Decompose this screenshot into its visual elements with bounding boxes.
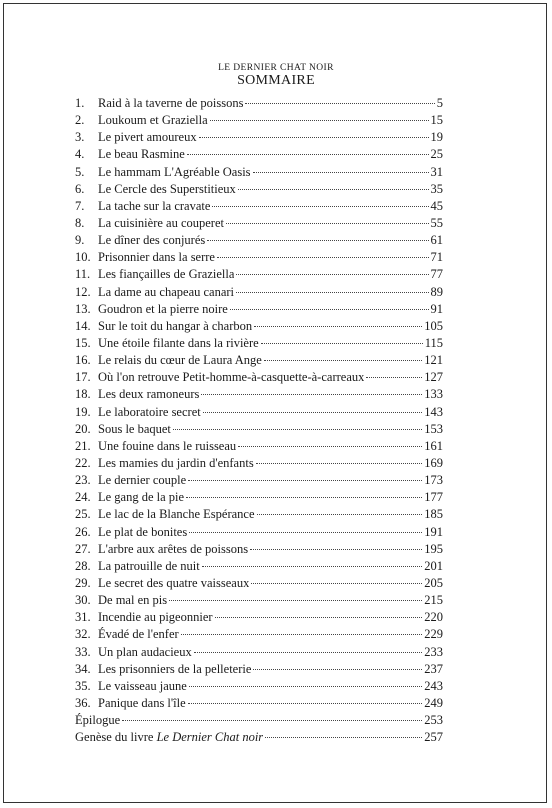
toc-entry-number: 36. bbox=[75, 695, 91, 710]
toc-entry bbox=[75, 506, 443, 523]
dot-leader bbox=[212, 206, 428, 207]
toc-entry-title-text: La patrouille de nuit bbox=[98, 558, 200, 573]
dot-leader bbox=[265, 737, 422, 738]
toc-entry-title-text: Le pivert amoureux bbox=[98, 130, 197, 145]
toc-entry-title-text: Où l'on retrouve Petit-homme-à-casquette-à-carreaux bbox=[98, 370, 365, 385]
toc-entry-title-text: Sous le baquet bbox=[98, 421, 171, 436]
dot-leader bbox=[250, 549, 422, 550]
toc-entry bbox=[75, 661, 443, 678]
dot-leader bbox=[203, 412, 423, 413]
toc-entry-page: 61 bbox=[430, 233, 443, 248]
toc-entry-page: 77 bbox=[430, 267, 443, 282]
toc-entry-page: 153 bbox=[424, 421, 443, 436]
toc-entry-number: 19. bbox=[75, 404, 91, 419]
toc-entry bbox=[75, 369, 443, 386]
toc-entry-page: 195 bbox=[424, 541, 443, 556]
toc-entry-number: 17. bbox=[75, 370, 91, 385]
toc-entry bbox=[75, 609, 443, 626]
toc-entry-title bbox=[98, 558, 200, 575]
toc-entry-page: 161 bbox=[424, 438, 443, 453]
toc-entry bbox=[75, 249, 443, 266]
toc-entry-title bbox=[98, 249, 215, 266]
toc-entry-page: 121 bbox=[424, 353, 443, 368]
toc-entry-title-text: Le dernier couple bbox=[98, 473, 187, 488]
toc-entry-title bbox=[98, 575, 249, 592]
toc-entry-page: 233 bbox=[424, 644, 443, 659]
toc-entry-title bbox=[98, 335, 259, 352]
toc-entry-number: 33. bbox=[75, 644, 91, 659]
toc-entry-title-text: Un plan audacieux bbox=[98, 644, 192, 659]
toc-entry-page: 5 bbox=[436, 96, 443, 110]
toc-entry bbox=[75, 335, 443, 352]
toc-entry-title-text: Le secret des quatre vaisseaux bbox=[98, 575, 250, 590]
dot-leader bbox=[181, 634, 423, 635]
toc-entry bbox=[75, 95, 443, 112]
dot-leader bbox=[245, 103, 434, 104]
toc-entry-number: 5. bbox=[75, 164, 85, 179]
dot-leader bbox=[230, 309, 429, 310]
toc-entry-number: 24. bbox=[75, 490, 91, 505]
toc-entry-title bbox=[98, 695, 186, 712]
toc-entry-number: 4. bbox=[75, 147, 85, 162]
dot-leader bbox=[122, 720, 422, 721]
dot-leader bbox=[189, 532, 422, 533]
toc-entry-title bbox=[75, 729, 263, 746]
toc-entry-title bbox=[98, 609, 213, 626]
toc-entry-page: 243 bbox=[424, 678, 443, 693]
toc-entry bbox=[75, 489, 443, 506]
toc-entry bbox=[75, 421, 443, 438]
dot-leader bbox=[210, 120, 429, 121]
dot-leader bbox=[238, 189, 429, 190]
table-of-contents bbox=[75, 95, 443, 746]
toc-entry-number: 8. bbox=[75, 215, 85, 230]
dot-leader bbox=[194, 652, 423, 653]
toc-entry-number: 3. bbox=[75, 130, 85, 145]
toc-entry-title bbox=[98, 146, 185, 163]
toc-entry-page: 177 bbox=[424, 490, 443, 505]
toc-entry-title bbox=[98, 284, 234, 301]
book-title: LE DERNIER CHAT NOIR bbox=[218, 63, 334, 73]
toc-entry-title-text: Incendie au pigeonnier bbox=[98, 610, 213, 625]
toc-entry-number: 13. bbox=[75, 301, 91, 316]
toc-entry-number: 29. bbox=[75, 575, 91, 590]
toc-entry-title bbox=[98, 95, 243, 112]
dot-leader bbox=[251, 583, 422, 584]
toc-entry-number: 25. bbox=[75, 507, 91, 522]
toc-entry-title-text: Le dîner des conjurés bbox=[98, 233, 206, 248]
toc-entry-title-italic: Le Dernier Chat noir bbox=[156, 730, 264, 745]
toc-entry bbox=[75, 558, 443, 575]
toc-entry-title-text: Le Cercle des Superstitieux bbox=[98, 181, 236, 196]
toc-entry bbox=[75, 404, 443, 421]
toc-entry-page: 25 bbox=[430, 147, 443, 162]
toc-entry bbox=[75, 695, 443, 712]
toc-entry-title-text: Le hammam L'Agréable Oasis bbox=[98, 164, 251, 179]
toc-entry-page: 105 bbox=[424, 318, 443, 333]
dot-leader bbox=[188, 480, 422, 481]
dot-leader bbox=[366, 377, 422, 378]
toc-entry-number: 30. bbox=[75, 593, 91, 608]
dot-leader bbox=[261, 343, 423, 344]
toc-entry bbox=[75, 455, 443, 472]
dot-leader bbox=[207, 240, 428, 241]
dot-leader bbox=[253, 172, 429, 173]
toc-entry bbox=[75, 712, 443, 729]
toc-entry-number: 20. bbox=[75, 421, 91, 436]
toc-entry-page: 229 bbox=[424, 627, 443, 642]
toc-entry-number: 21. bbox=[75, 438, 91, 453]
toc-entry-title bbox=[98, 455, 254, 472]
toc-entry bbox=[75, 592, 443, 609]
toc-entry-title bbox=[98, 386, 199, 403]
toc-entry bbox=[75, 129, 443, 146]
toc-entry-number: 9. bbox=[75, 233, 85, 248]
toc-entry-title bbox=[98, 198, 210, 215]
toc-entry bbox=[75, 318, 443, 335]
toc-entry-title bbox=[98, 506, 255, 523]
toc-entry-number: 2. bbox=[75, 113, 85, 128]
toc-entry-title-text: Le gang de la pie bbox=[98, 490, 185, 505]
toc-entry bbox=[75, 352, 443, 369]
toc-entry bbox=[75, 626, 443, 643]
toc-entry bbox=[75, 112, 443, 129]
toc-entry-title bbox=[98, 661, 251, 678]
toc-entry bbox=[75, 524, 443, 541]
toc-entry-page: 89 bbox=[430, 284, 443, 299]
dot-leader bbox=[256, 463, 423, 464]
dot-leader bbox=[169, 600, 422, 601]
toc-entry-title-text: Évadé de l'enfer bbox=[98, 627, 179, 642]
toc-entry-number: 12. bbox=[75, 284, 91, 299]
toc-entry-title bbox=[98, 318, 252, 335]
toc-entry bbox=[75, 284, 443, 301]
dot-leader bbox=[201, 394, 422, 395]
toc-entry-title-text: Loukoum et Graziella bbox=[98, 113, 208, 128]
toc-entry-title bbox=[98, 215, 224, 232]
toc-entry-title-text: Le laboratoire secret bbox=[98, 404, 201, 419]
toc-entry-title-text: La tache sur la cravate bbox=[98, 198, 211, 213]
toc-entry-page: 91 bbox=[430, 301, 443, 316]
dot-leader bbox=[236, 274, 428, 275]
dot-leader bbox=[238, 446, 422, 447]
toc-entry-number: 26. bbox=[75, 524, 91, 539]
toc-entry-title-text: Goudron et la pierre noire bbox=[98, 301, 228, 316]
toc-entry-title-text: Une étoile filante dans la rivière bbox=[98, 335, 259, 350]
toc-entry-title bbox=[98, 404, 201, 421]
toc-entry-title bbox=[98, 352, 262, 369]
toc-entry-title bbox=[98, 164, 251, 181]
toc-entry-number: 23. bbox=[75, 473, 91, 488]
toc-entry-number: 28. bbox=[75, 558, 91, 573]
toc-entry-page: 253 bbox=[424, 713, 443, 728]
toc-entry-title-text: Les prisonniers de la pelleterie bbox=[98, 661, 252, 676]
toc-entry-number: 22. bbox=[75, 455, 91, 470]
toc-entry-title bbox=[98, 489, 184, 506]
toc-entry bbox=[75, 215, 443, 232]
toc-entry-title bbox=[98, 129, 197, 146]
toc-entry-number: 35. bbox=[75, 678, 91, 693]
toc-entry-number: 15. bbox=[75, 335, 91, 350]
toc-entry-title bbox=[98, 438, 236, 455]
toc-entry-page: 15 bbox=[430, 113, 443, 128]
toc-entry-page: 237 bbox=[424, 661, 443, 676]
toc-entry-number: 10. bbox=[75, 250, 91, 265]
toc-entry-title-text: Le plat de bonites bbox=[98, 524, 188, 539]
toc-entry-number: 1. bbox=[75, 96, 85, 110]
toc-entry-number: 16. bbox=[75, 353, 91, 368]
toc-entry-page: 169 bbox=[424, 455, 443, 470]
dot-leader bbox=[236, 292, 428, 293]
dot-leader bbox=[257, 514, 423, 515]
toc-entry bbox=[75, 541, 443, 558]
toc-entry-title-text: De mal en pis bbox=[98, 593, 168, 608]
toc-entry-page: 45 bbox=[430, 198, 443, 213]
dot-leader bbox=[173, 429, 422, 430]
toc-entry-page: 19 bbox=[430, 130, 443, 145]
toc-entry-title-text: Le lac de la Blanche Espérance bbox=[98, 507, 255, 522]
toc-entry-number: 14. bbox=[75, 318, 91, 333]
toc-entry bbox=[75, 678, 443, 695]
dot-leader bbox=[187, 154, 429, 155]
toc-entry bbox=[75, 301, 443, 318]
toc-entry-page: 191 bbox=[424, 524, 443, 539]
toc-entry bbox=[75, 472, 443, 489]
toc-entry-title-text: La dame au chapeau canari bbox=[98, 284, 235, 299]
toc-entry-title-text: Prisonnier dans la serre bbox=[98, 250, 215, 265]
toc-entry-page: 185 bbox=[424, 507, 443, 522]
toc-entry bbox=[75, 575, 443, 592]
toc-entry-number: 18. bbox=[75, 387, 91, 402]
toc-entry-page: 71 bbox=[430, 250, 443, 265]
toc-entry-title-text: L'arbre aux arêtes de poissons bbox=[98, 541, 249, 556]
toc-entry-title-text: Épilogue bbox=[75, 713, 121, 728]
toc-entry-title bbox=[98, 678, 187, 695]
toc-entry-number: 11. bbox=[75, 267, 91, 282]
dot-leader bbox=[202, 566, 423, 567]
toc-entry-title bbox=[98, 626, 179, 643]
toc-entry bbox=[75, 438, 443, 455]
toc-entry-page: 257 bbox=[424, 730, 443, 745]
toc-entry-title bbox=[98, 472, 186, 489]
toc-entry bbox=[75, 729, 443, 746]
toc-entry-page: 133 bbox=[424, 387, 443, 402]
dot-leader bbox=[264, 360, 422, 361]
dot-leader bbox=[199, 137, 429, 138]
toc-entry-title-text: Genèse du livre bbox=[75, 730, 157, 745]
dot-leader bbox=[188, 703, 423, 704]
toc-entry-number: 34. bbox=[75, 661, 91, 676]
toc-entry-title-text: Les fiançailles de Graziella bbox=[98, 267, 235, 282]
toc-entry-page: 143 bbox=[424, 404, 443, 419]
toc-entry bbox=[75, 266, 443, 283]
toc-entry-number: 31. bbox=[75, 610, 91, 625]
toc-entry-title-text: Les mamies du jardin d'enfants bbox=[98, 455, 254, 470]
toc-entry-number: 27. bbox=[75, 541, 91, 556]
toc-heading: SOMMAIRE bbox=[237, 73, 315, 88]
toc-entry-page: 220 bbox=[424, 610, 443, 625]
toc-entry-title bbox=[98, 301, 228, 318]
toc-entry-title bbox=[98, 232, 205, 249]
toc-entry-page: 55 bbox=[430, 215, 443, 230]
toc-entry bbox=[75, 164, 443, 181]
toc-entry-title bbox=[98, 524, 187, 541]
toc-entry-number: 6. bbox=[75, 181, 85, 196]
toc-entry-page: 127 bbox=[424, 370, 443, 385]
toc-entry-title-text: Une fouine dans le ruisseau bbox=[98, 438, 237, 453]
toc-entry-number: 32. bbox=[75, 627, 91, 642]
toc-entry-page: 249 bbox=[424, 695, 443, 710]
toc-entry bbox=[75, 181, 443, 198]
toc-entry-title bbox=[98, 181, 236, 198]
dot-leader bbox=[254, 326, 422, 327]
toc-entry bbox=[75, 232, 443, 249]
toc-entry-title bbox=[98, 112, 208, 129]
toc-entry bbox=[75, 198, 443, 215]
toc-entry-title-text: Sur le toit du hangar à charbon bbox=[98, 318, 253, 333]
toc-entry-title bbox=[75, 712, 120, 729]
toc-entry-title bbox=[98, 369, 364, 386]
toc-entry-title bbox=[98, 592, 167, 609]
toc-entry bbox=[75, 146, 443, 163]
dot-leader bbox=[253, 669, 422, 670]
toc-entry-title-text: Les deux ramoneurs bbox=[98, 387, 200, 402]
toc-entry-number: 7. bbox=[75, 198, 85, 213]
toc-entry bbox=[75, 386, 443, 403]
toc-entry-page: 173 bbox=[424, 473, 443, 488]
toc-entry-title-text: Le relais du cœur de Laura Ange bbox=[98, 353, 262, 368]
toc-entry-title-text: Le beau Rasmine bbox=[98, 147, 185, 162]
toc-entry-title bbox=[98, 644, 192, 661]
toc-entry-page: 115 bbox=[424, 335, 443, 350]
toc-entry-page: 205 bbox=[424, 575, 443, 590]
toc-entry-page: 31 bbox=[430, 164, 443, 179]
toc-entry-title bbox=[98, 266, 234, 283]
toc-entry-title-text: Le vaisseau jaune bbox=[98, 678, 187, 693]
toc-entry-title bbox=[98, 421, 171, 438]
toc-entry bbox=[75, 644, 443, 661]
toc-entry-title-text: La cuisinière au couperet bbox=[98, 215, 224, 230]
dot-leader bbox=[186, 497, 422, 498]
toc-entry-title-text: Raid à la taverne de poissons bbox=[98, 96, 244, 110]
toc-entry-page: 35 bbox=[430, 181, 443, 196]
dot-leader bbox=[226, 223, 429, 224]
dot-leader bbox=[215, 617, 423, 618]
dot-leader bbox=[217, 257, 429, 258]
toc-entry-page: 201 bbox=[424, 558, 443, 573]
toc-entry-title bbox=[98, 541, 248, 558]
dot-leader bbox=[189, 686, 422, 687]
toc-entry-title-text: Panique dans l'île bbox=[98, 695, 186, 710]
toc-entry-page: 215 bbox=[424, 593, 443, 608]
